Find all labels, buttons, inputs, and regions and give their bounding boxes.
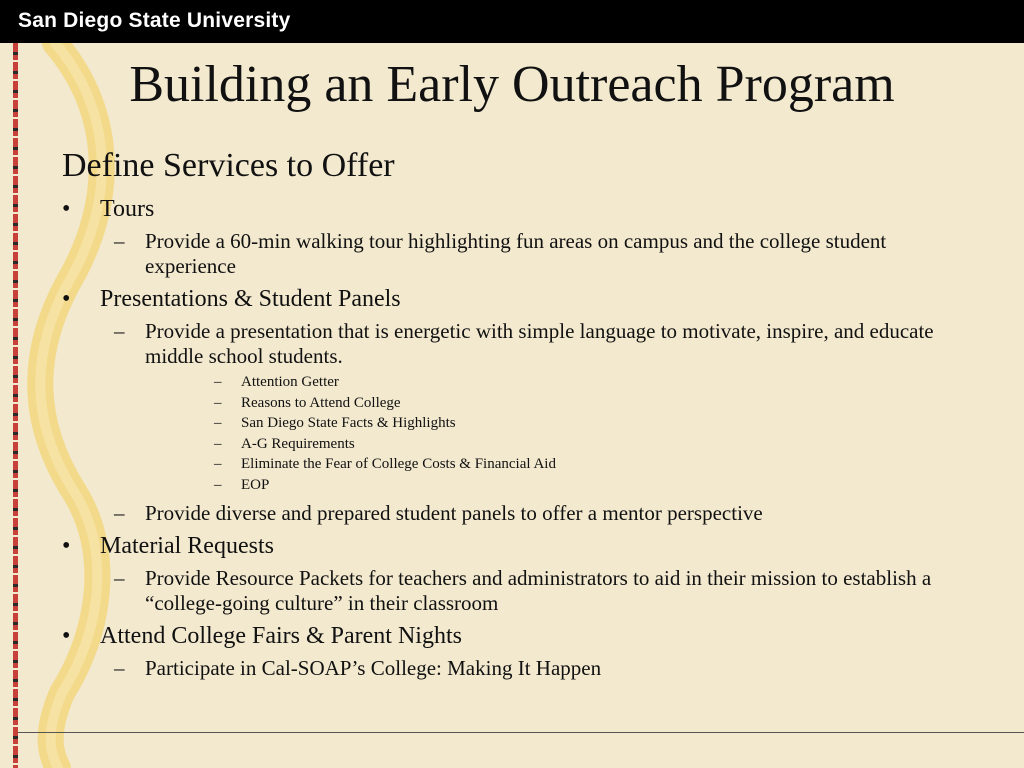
slide-content: [62, 143, 942, 681]
bullet-label: Presentations & Student Panels: [100, 286, 401, 312]
dash-mark: –: [214, 456, 222, 472]
topic-item: [62, 372, 942, 393]
dash-mark: –: [114, 656, 125, 680]
topic-text: Reasons to Attend College: [241, 394, 401, 411]
section-heading: Define Services to Offer: [62, 147, 395, 184]
sub-bullet-text: Provide diverse and prepared student panels to offer a mentor perspective: [145, 501, 763, 525]
bullet-college-fairs: [62, 622, 942, 650]
header-bar: [0, 0, 1024, 43]
sub-bullet: [62, 229, 942, 279]
bullet-mark: •: [62, 623, 71, 649]
bullet-presentations: [62, 285, 942, 313]
sub-bullet: [62, 656, 942, 681]
dash-mark: –: [214, 394, 222, 411]
topic-item: [62, 475, 942, 496]
sub-bullet: [62, 566, 942, 616]
dash-mark: –: [214, 374, 222, 390]
presentation-topics-list: [62, 372, 942, 495]
dash-mark: –: [214, 415, 222, 431]
dash-mark: –: [114, 566, 125, 590]
sub-bullet: [62, 501, 942, 526]
sub-bullet-text: Provide a 60-min walking tour highlighting fun areas on campus and the college student experience: [145, 229, 887, 278]
topic-text: A-G Requirements: [241, 435, 355, 452]
sub-bullet: [62, 319, 942, 369]
dash-mark: –: [214, 476, 222, 493]
bullet-label: Tours: [100, 196, 155, 222]
bullet-label: Material Requests: [100, 533, 274, 559]
topic-item: [62, 393, 942, 414]
left-decorative-stripe: [13, 43, 18, 768]
topic-text: San Diego State Facts & Highlights: [241, 415, 456, 431]
slide-title: Building an Early Outreach Program: [129, 56, 895, 113]
bullet-material-requests: [62, 532, 942, 560]
topic-text: Attention Getter: [241, 374, 339, 390]
topic-text: Eliminate the Fear of College Costs & Financial Aid: [241, 456, 556, 472]
topic-item: [62, 434, 942, 455]
dash-mark: –: [114, 229, 125, 253]
bullet-tours: [62, 195, 942, 223]
topic-item: [62, 454, 942, 475]
dash-mark: –: [214, 435, 222, 452]
bullet-mark: •: [62, 196, 71, 222]
topic-text: EOP: [241, 476, 270, 493]
bullet-mark: •: [62, 286, 71, 312]
dash-mark: –: [114, 319, 125, 343]
university-name: San Diego State University: [18, 9, 291, 32]
sub-bullet-text: Provide Resource Packets for teachers and administrators to aid in their mission to establish a “college-going culture” in their classroom: [145, 566, 932, 615]
dash-mark: –: [114, 501, 125, 525]
topic-item: [62, 413, 942, 434]
bullet-mark: •: [62, 533, 71, 559]
sub-bullet-text: Provide a presentation that is energetic with simple language to motivate, inspire, and educate middle school students.: [145, 319, 934, 368]
footer-divider: [18, 732, 1024, 733]
bullet-label: Attend College Fairs & Parent Nights: [100, 623, 462, 649]
sub-bullet-text: Participate in Cal-SOAP’s College: Making It Happen: [145, 656, 602, 680]
